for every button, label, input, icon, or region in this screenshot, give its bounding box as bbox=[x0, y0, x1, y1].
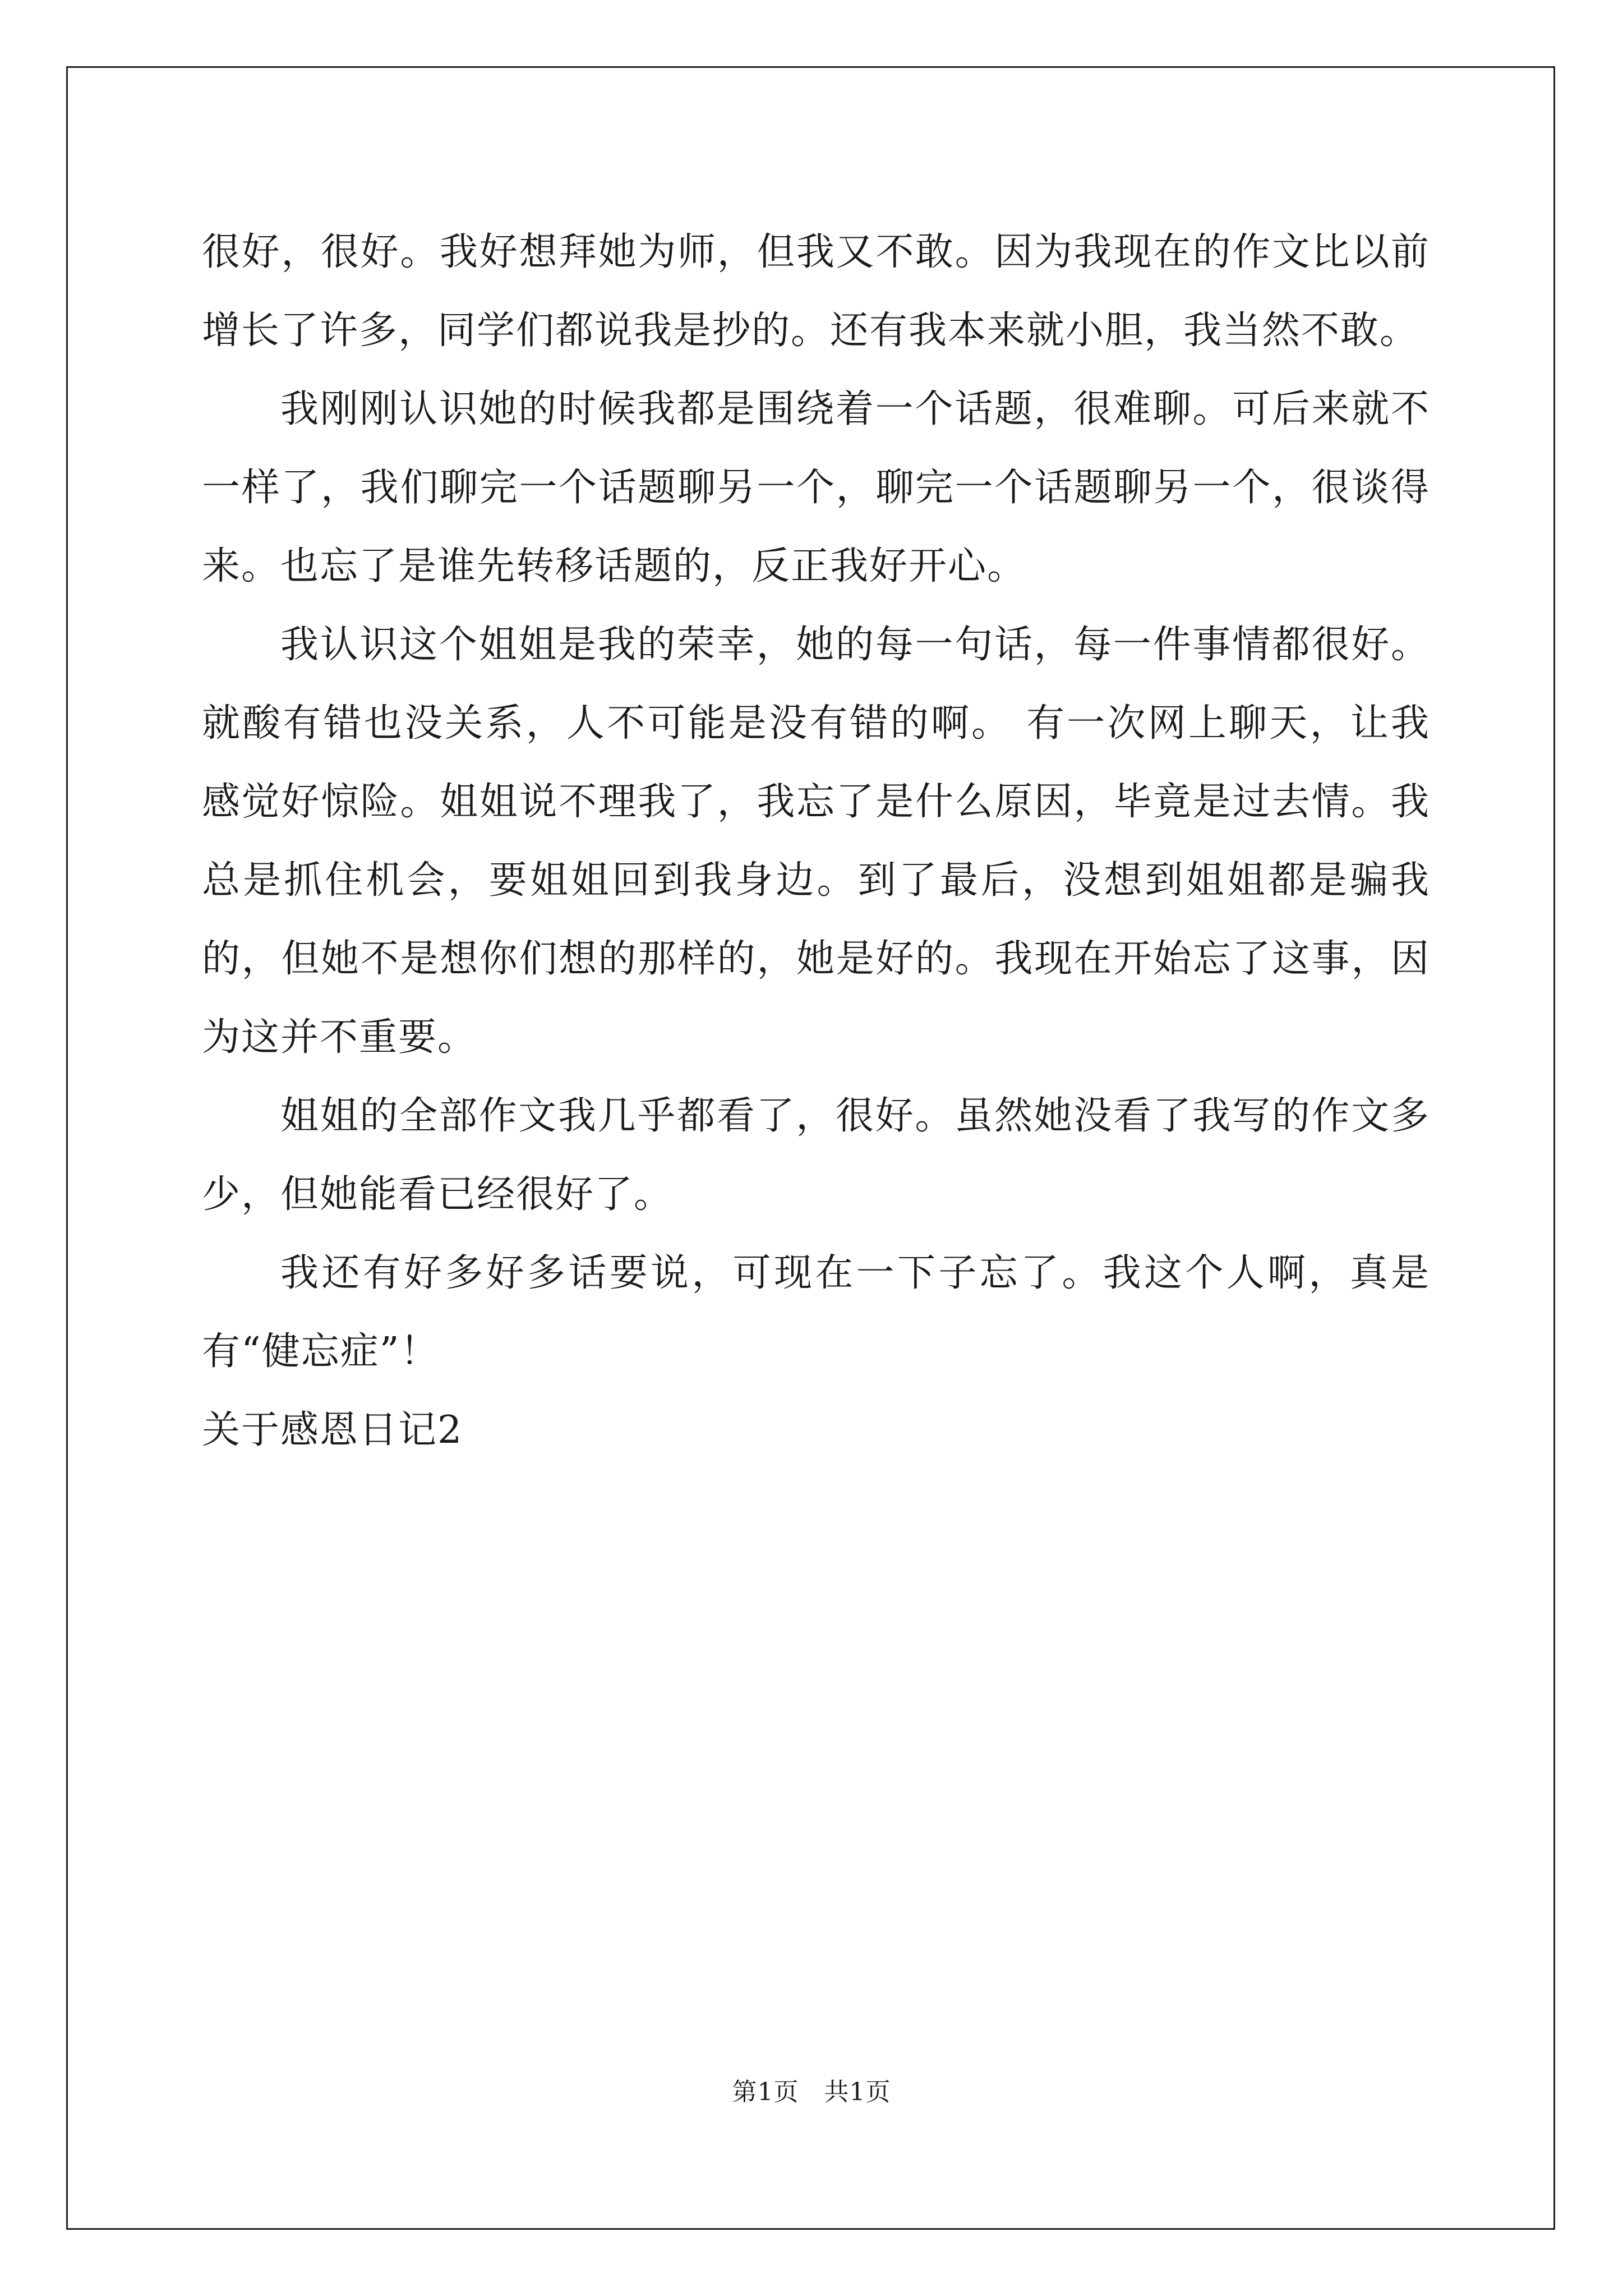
paragraph: 我认识这个姐姐是我的荣幸，她的每一句话，每一件事情都很好。就酸有错也没关系，人不可能是没有错的啊。 有一次网上聊天，让我感觉好惊险。姐姐说不理我了，我忘了是什么原因，毕竟是过去情。我总是抓住机会，要姐姐回到我身边。到了最后，没想到姐姐都是骗我的，但她不是想你们想的那样的，她是好的。我现在开始忘了这事，因为这并不重要。 bbox=[202, 623, 1430, 1060]
paragraph: 我还有好多好多话要说，可现在一下子忘了。我这个人啊，真是有“健忘症”！ bbox=[202, 1251, 1430, 1374]
paragraph: 很好，很好。我好想拜她为师，但我又不敢。因为我现在的作文比以前增长了许多，同学们都说我是抄的。还有我本来就小胆，我当然不敢。 bbox=[202, 230, 1430, 353]
paragraph: 我刚刚认识她的时候我都是围绕着一个话题，很难聊。可后来就不一样了，我们聊完一个话题聊另一个，聊完一个话题聊另一个，很谈得来。也忘了是谁先转移话题的，反正我好开心。 bbox=[202, 387, 1430, 588]
document-body bbox=[202, 213, 1430, 1470]
paragraph: 姐姐的全部作文我几乎都看了，很好。虽然她没看了我写的作文多少，但她能看已经很好了。 bbox=[202, 1094, 1430, 1217]
page-footer: 第1页 共1页 bbox=[732, 2078, 891, 2106]
section-heading: 关于感恩日记2 bbox=[202, 1408, 463, 1452]
